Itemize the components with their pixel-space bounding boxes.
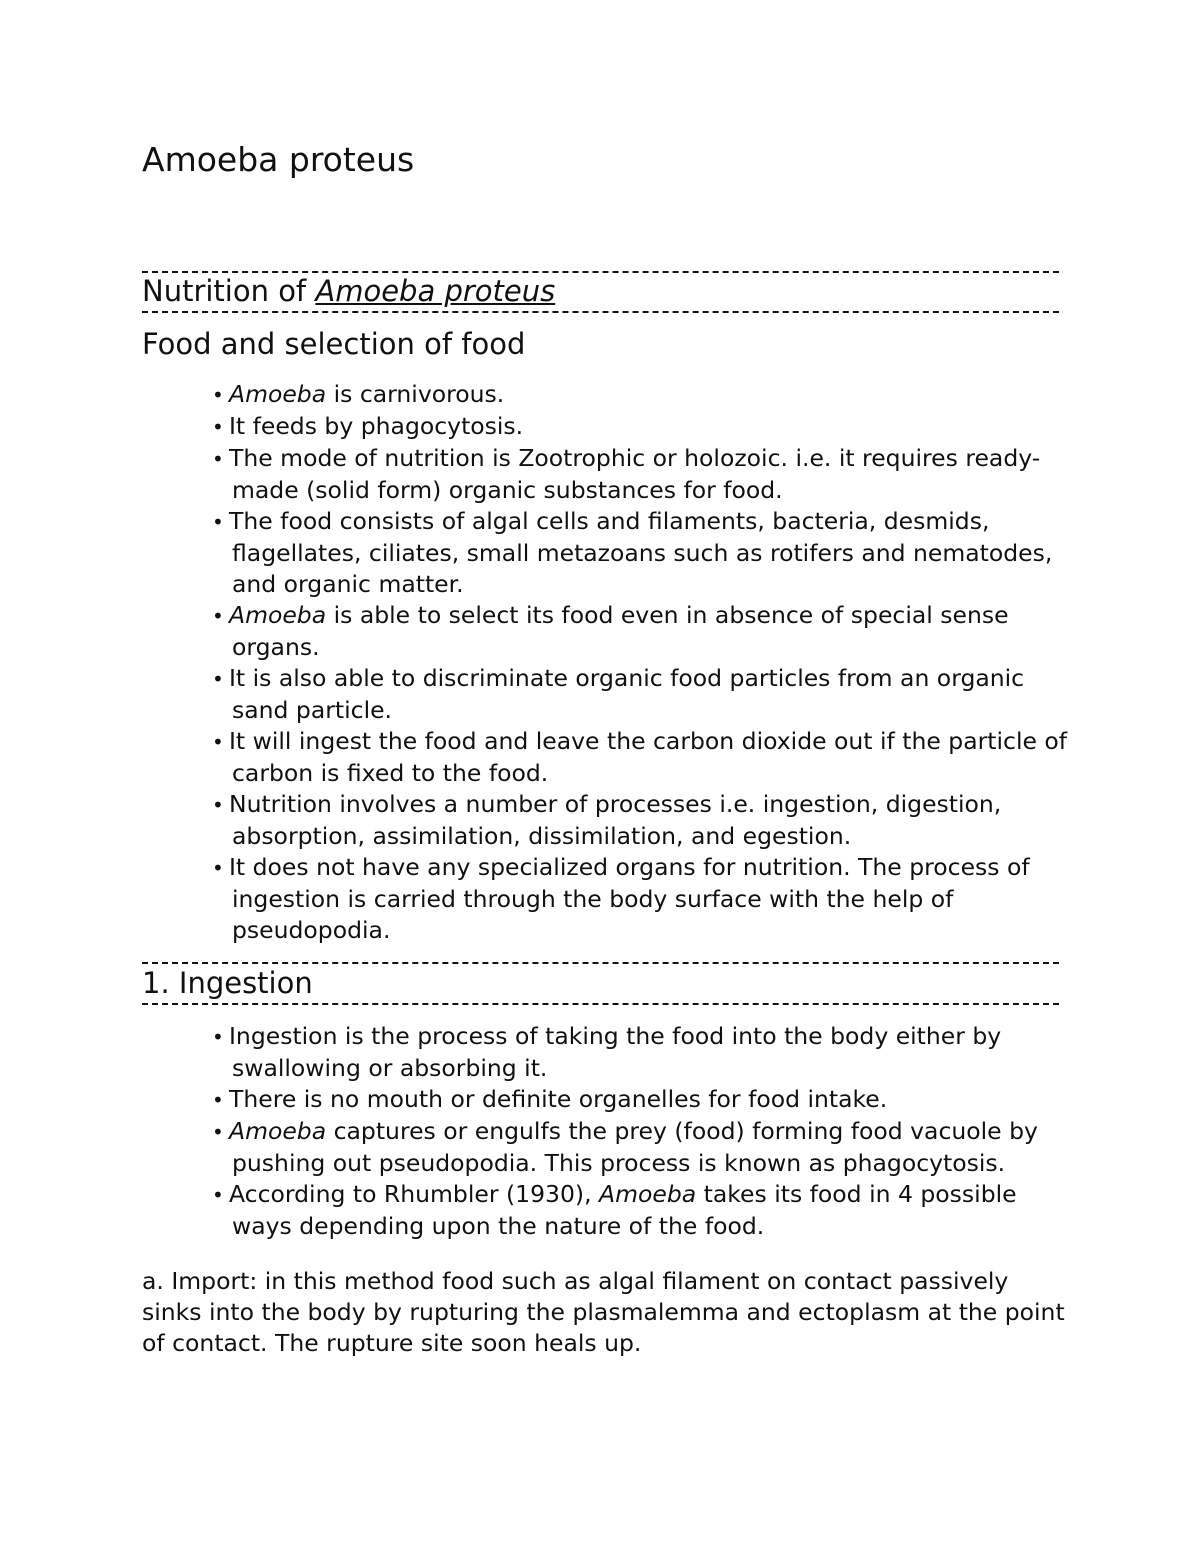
- bullet-icon: •: [212, 667, 224, 691]
- item-text: captures or engulfs the prey (food) forming food vacuole by pushing out pseudopodia. This process is known as phagocytosis.: [232, 1117, 1038, 1177]
- bullet-icon: •: [212, 415, 224, 439]
- item-text: The mode of nutrition is Zootrophic or holozoic. i.e. it requires ready-made (solid form) organic substances for food.: [229, 444, 1041, 504]
- item-emphasis: Amoeba: [229, 380, 327, 408]
- heading-emphasis: Amoeba proteus: [315, 274, 556, 308]
- list-item: [195, 379, 1075, 411]
- list-item: [195, 852, 1075, 946]
- list-item: [195, 1021, 1075, 1084]
- bullet-icon: •: [212, 1120, 224, 1144]
- bullet-icon: •: [212, 447, 224, 471]
- bullet-icon: •: [212, 793, 224, 817]
- item-text: is carnivorous.: [326, 380, 505, 408]
- list-item: [195, 663, 1075, 726]
- item-text: takes its food in 4 possible ways depending upon the nature of the food.: [232, 1180, 1017, 1240]
- heading-text: Nutrition of: [142, 274, 316, 308]
- bullet-icon: •: [212, 1183, 224, 1207]
- bullet-icon: •: [212, 383, 224, 407]
- item-text: The food consists of algal cells and filaments, bacteria, desmids, flagellates, ciliates, small metazoans such as rotifers and nematodes, and organic matter.: [229, 507, 1053, 598]
- list-item: [195, 726, 1075, 789]
- list-item: [195, 411, 1075, 443]
- paragraph-import: a. Import: in this method food such as algal filament on contact passively sinks into the body by rupturing the plasmalemma and ectoplasm at the point of contact. The rupture site soon heals up.: [142, 1267, 1065, 1357]
- item-text: It will ingest the food and leave the carbon dioxide out if the particle of carbon is fixed to the food.: [229, 727, 1068, 787]
- item-emphasis: Amoeba: [229, 601, 327, 629]
- item-text: is able to select its food even in absence of special sense organs.: [232, 601, 1009, 661]
- item-emphasis: Amoeba: [599, 1180, 697, 1208]
- bullet-icon: •: [212, 856, 224, 880]
- list-item: [195, 1084, 1075, 1116]
- bullet-list-ingestion: [195, 1021, 1075, 1242]
- list-item: [195, 1116, 1075, 1179]
- item-text: Ingestion is the process of taking the food into the body either by swallowing or absorbing it.: [229, 1022, 1002, 1082]
- item-text: It does not have any specialized organs for nutrition. The process of ingestion is carried through the body surface with the help of pseudopodia.: [229, 853, 1030, 944]
- list-item: [195, 600, 1075, 663]
- item-prefix: According to Rhumbler (1930),: [229, 1180, 600, 1208]
- item-emphasis: Amoeba: [229, 1117, 327, 1145]
- list-item: [195, 506, 1075, 600]
- item-text: There is no mouth or definite organelles for food intake.: [229, 1085, 888, 1113]
- document-title: Amoeba proteus: [142, 140, 415, 179]
- bullet-icon: •: [212, 1025, 224, 1049]
- list-item: [195, 789, 1075, 852]
- item-text: It is also able to discriminate organic food particles from an organic sand particle.: [229, 664, 1025, 724]
- subheading-food-selection: Food and selection of food: [142, 327, 526, 361]
- dashed-rule: [142, 962, 1059, 964]
- list-item: [195, 1179, 1075, 1242]
- item-text: It feeds by phagocytosis.: [229, 412, 524, 440]
- section-heading-nutrition: [142, 273, 555, 309]
- item-text: Nutrition involves a number of processes i.e. ingestion, digestion, absorption, assimilation, dissimilation, and egestion.: [229, 790, 1002, 850]
- dashed-rule: [142, 311, 1059, 313]
- bullet-list-food: [195, 379, 1075, 946]
- bullet-icon: •: [212, 730, 224, 754]
- section-heading-ingestion: 1. Ingestion: [142, 966, 313, 1000]
- dashed-rule: [142, 1003, 1059, 1005]
- bullet-icon: •: [212, 604, 224, 628]
- bullet-icon: •: [212, 1088, 224, 1112]
- list-item: [195, 443, 1075, 506]
- bullet-icon: •: [212, 510, 224, 534]
